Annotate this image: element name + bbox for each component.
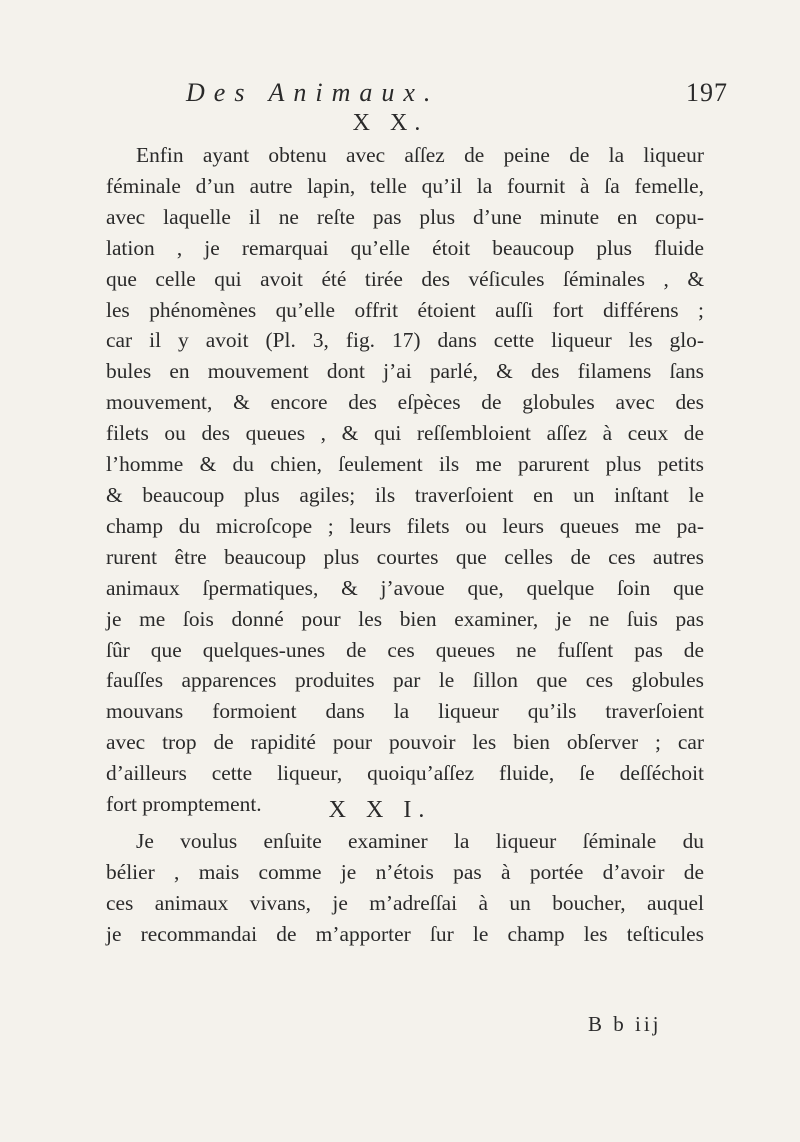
text-line: & beaucoup plus agiles; ils traverſoient en un inſtant le xyxy=(106,482,704,507)
page-number: 197 xyxy=(686,78,728,107)
text-line: d’ailleurs cette liqueur, quoiqu’aſſez fluide, ſe deſſéchoit xyxy=(106,761,704,786)
running-title: Des Animaux. xyxy=(186,78,440,107)
text-line: l’homme & du chien, ſeulement ils me parurent plus petits xyxy=(106,452,704,477)
text-line: les phénomènes qu’elle offrit étoient auſſi fort différens ; xyxy=(106,297,704,322)
text-line: avec laquelle il ne reſte pas plus d’une minute en copu- xyxy=(106,204,704,229)
text-line: mouvans formoient dans la liqueur qu’ils traverſoient xyxy=(106,699,704,724)
text-line: filets ou des queues , & qui reſſembloient aſſez à ceux de xyxy=(106,421,704,446)
paragraph-xxi xyxy=(106,826,704,950)
paragraph-xx xyxy=(106,140,704,820)
text-line: champ du microſcope ; leurs filets ou leurs queues me pa- xyxy=(106,513,704,538)
text-line: animaux ſpermatiques, & j’avoue que, quelque ſoin que xyxy=(106,575,704,600)
text-line: mouvement, & encore des eſpèces de globules avec des xyxy=(106,390,704,415)
text-line: rurent être beaucoup plus courtes que celles de ces autres xyxy=(106,544,704,569)
text-line: Enfin ayant obtenu avec aſſez de peine de la liqueur xyxy=(136,143,704,167)
text-line: lation , je remarquai qu’elle étoit beaucoup plus fluide xyxy=(106,235,704,260)
text-line: car il y avoit (Pl. 3, fig. 17) dans cette liqueur les glo- xyxy=(106,328,704,353)
text-line: que celle qui avoit été tirée des véſicules ſéminales , & xyxy=(106,266,704,291)
text-line: féminale d’un autre lapin, telle qu’il la fournit à ſa femelle, xyxy=(106,173,704,198)
text-line: fort promptement. xyxy=(106,792,262,817)
section-number-xxi: X X I. xyxy=(328,797,432,823)
text-line: bules en mouvement dont j’ai parlé, & des filamens ſans xyxy=(106,359,704,384)
text-line: Je voulus enſuite examiner la liqueur ſéminale du xyxy=(136,829,704,853)
text-line: avec trop de rapidité pour pouvoir les bien obſerver ; car xyxy=(106,730,704,755)
text-line: bélier , mais comme je n’étois pas à portée d’avoir de xyxy=(106,859,704,884)
section-number-xx: X X. xyxy=(352,110,428,136)
signature-mark: B b iij xyxy=(588,1012,662,1036)
text-line: ces animaux vivans, je m’adreſſai à un boucher, auquel xyxy=(106,890,704,915)
text-line: fauſſes apparences produites par le ſillon que ces globules xyxy=(106,668,704,693)
text-line: je recommandai de m’apporter ſur le champ les teſticules xyxy=(106,921,704,946)
text-line: je me ſois donné pour les bien examiner, je ne ſuis pas xyxy=(106,606,704,631)
text-line: ſûr que quelques-unes de ces queues ne fuſſent pas de xyxy=(106,637,704,662)
